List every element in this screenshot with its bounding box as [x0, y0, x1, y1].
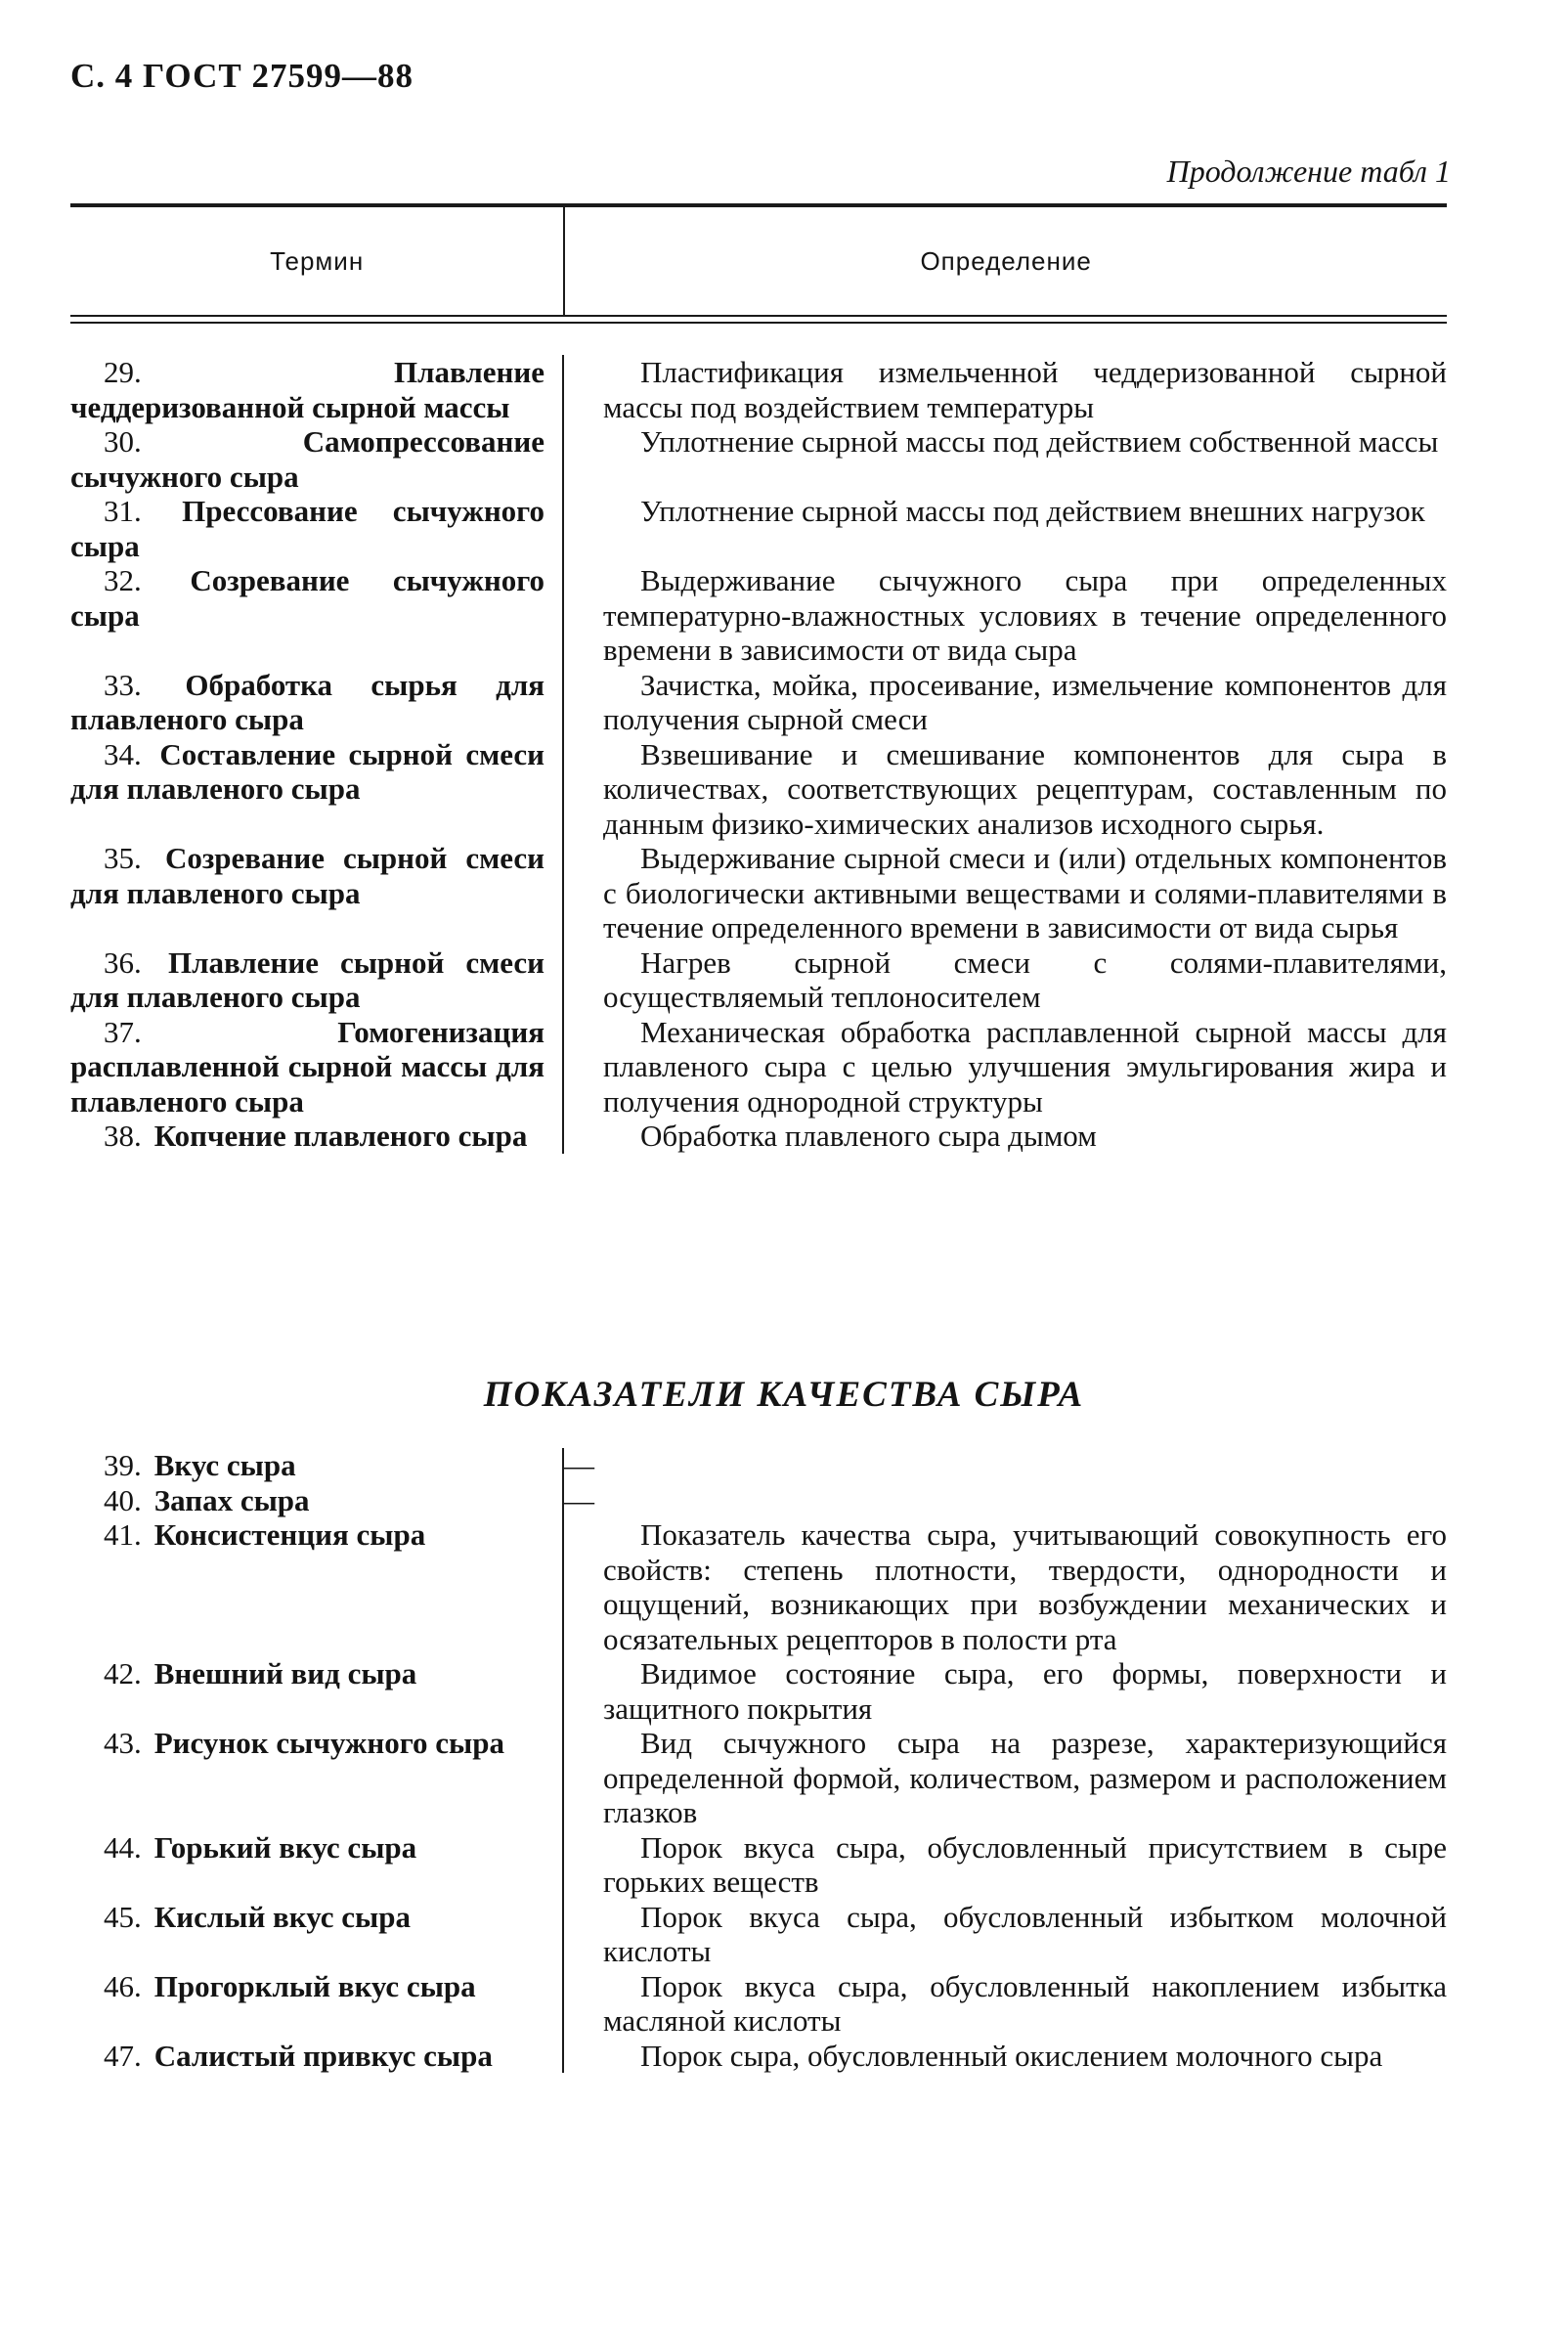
- term-cell: [70, 1517, 564, 1656]
- column-header-term: Термин: [70, 207, 565, 315]
- table-row: [70, 2039, 1447, 2074]
- term-text: Запах сыра: [153, 1482, 310, 1517]
- table-row: [70, 1726, 1447, 1830]
- term-cell: [70, 1830, 564, 1900]
- term-number: 44.: [104, 1829, 142, 1865]
- term-cell: [70, 1483, 564, 1518]
- definition-cell: Взвешивание и смешивание компонентов для сыра в количествах, соответствующих рецептурам, составленным по данным физико-химических анализов исходного сырья.: [603, 736, 1447, 841]
- term-text: Копчение плавленого сыра: [153, 1119, 528, 1153]
- term-cell: [70, 355, 564, 424]
- term-cell: [70, 1969, 564, 2039]
- table-continuation-label: Продолжение табл 1: [1166, 154, 1451, 189]
- term-number: 33.: [104, 667, 142, 702]
- term-cell: [70, 737, 564, 842]
- term-number: 39.: [104, 1448, 142, 1482]
- definition-cell: Уплотнение сырной массы под действием внешних нагрузок: [640, 494, 1425, 528]
- table-rows-part-1: [70, 324, 1447, 1154]
- definition-cell: Уплотнение сырной массы под действием собственной массы: [640, 424, 1439, 459]
- term-text: Кислый вкус сыра: [153, 1899, 411, 1934]
- table-row: [70, 1015, 1447, 1120]
- table-header-double-rule: [70, 315, 1447, 324]
- table-row: [70, 1483, 1447, 1518]
- definition-cell: Выдерживание сычужного сыра при определенных температурно-влажностных условиях в течение определенного времени в зависимости от вида сыра: [603, 563, 1447, 667]
- term-text: Прогорклый вкус сыра: [153, 1968, 476, 2003]
- definition-cell: Порок сыра, обусловленный окислением молочного сыра: [640, 2038, 1383, 2073]
- terms-table-part-1: [70, 203, 1447, 1154]
- term-cell: [70, 563, 564, 668]
- term-number: 41.: [104, 1517, 142, 1552]
- term-cell: [70, 424, 564, 494]
- term-number: 35.: [104, 841, 142, 875]
- definition-cell: Пластификация измельченной чеддеризованной сырной массы под воздействием температуры: [603, 355, 1447, 424]
- table-row: [70, 1830, 1447, 1900]
- term-text: Созревание сычужного сыра: [70, 563, 544, 633]
- term-number: 29.: [104, 355, 142, 389]
- term-cell: [70, 1119, 564, 1154]
- term-cell: [70, 1448, 564, 1483]
- term-number: 38.: [104, 1119, 142, 1153]
- definition-cell: —: [564, 1482, 594, 1517]
- term-cell: [70, 1900, 564, 1969]
- term-number: 36.: [104, 944, 142, 980]
- table-row: [70, 494, 1447, 563]
- term-text: Плавление чеддеризованной сырной массы: [70, 355, 544, 424]
- table-row: [70, 841, 1447, 945]
- definition-cell: Порок вкуса сыра, обусловленный накоплением избытка масляной кислоты: [603, 1968, 1447, 2038]
- section-title: ПОКАЗАТЕЛИ КАЧЕСТВА СЫРА: [483, 1375, 1085, 1415]
- term-cell: [70, 668, 564, 737]
- term-text: Внешний вид сыра: [153, 1656, 417, 1690]
- table-row: [70, 1969, 1447, 2039]
- table-row: [70, 737, 1447, 842]
- definition-cell: Порок вкуса сыра, обусловленный присутствием в сыре горьких веществ: [603, 1829, 1447, 1899]
- term-number: 42.: [104, 1656, 142, 1690]
- table-row: [70, 1448, 1447, 1483]
- table-row: [70, 1517, 1447, 1656]
- table-row: [70, 945, 1447, 1015]
- definition-cell: Порок вкуса сыра, обусловленный избытком молочной кислоты: [603, 1899, 1447, 1968]
- term-cell: [70, 2039, 564, 2074]
- definition-cell: Показатель качества сыра, учитывающий совокупность его свойств: степень плотности, твердости, однородности и ощущений, возникающих при возбуждении механических и осязательных рецепторов в полости рта: [603, 1517, 1447, 1656]
- table-row: [70, 1656, 1447, 1726]
- term-cell: [70, 494, 564, 563]
- term-number: 34.: [104, 736, 142, 771]
- terms-table-part-2: [70, 1442, 1447, 2073]
- term-text: Прессование сычужного сыра: [70, 494, 544, 563]
- term-cell: [70, 945, 564, 1015]
- term-number: 30.: [104, 424, 142, 459]
- term-text: Созревание сырной смеси для плавленого сыра: [70, 841, 544, 910]
- table-rows-part-2: [70, 1442, 1447, 2073]
- column-header-definition: Определение: [920, 245, 1092, 276]
- term-text: Вкус сыра: [153, 1448, 296, 1482]
- definition-cell: —: [564, 1448, 594, 1482]
- term-number: 31.: [104, 494, 142, 528]
- definition-cell: Обработка плавленого сыра дымом: [640, 1119, 1097, 1153]
- definition-cell: Видимое состояние сыра, его формы, поверхности и защитного покрытия: [603, 1656, 1447, 1726]
- term-number: 47.: [104, 2038, 142, 2073]
- table-header-row: [70, 207, 1447, 315]
- term-number: 45.: [104, 1899, 142, 1934]
- table-row: [70, 424, 1447, 494]
- table-row: [70, 668, 1447, 737]
- term-text: Самопрессование сычужного сыра: [70, 424, 544, 494]
- term-text: Плавление сырной смеси для плавленого сыра: [70, 944, 545, 1014]
- term-cell: [70, 1015, 564, 1120]
- definition-cell: Механическая обработка расплавленной сырной массы для плавленого сыра с целью улучшения эмульгирования жира и получения однородной структуры: [603, 1014, 1447, 1119]
- term-number: 32.: [104, 563, 142, 597]
- term-number: 46.: [104, 1968, 142, 2003]
- term-number: 37.: [104, 1014, 142, 1049]
- table-row: [70, 1119, 1447, 1154]
- definition-cell: Нагрев сырной смеси с солями-плавителями, осуществляемый теплоносителем: [603, 944, 1447, 1014]
- term-text: Салистый привкус сыра: [153, 2038, 493, 2073]
- term-text: Составление сырной смеси для плавленого сыра: [70, 736, 544, 806]
- definition-cell: Вид сычужного сыра на разрезе, характеризующийся определенной формой, количеством, размером и расположением глазков: [603, 1726, 1447, 1829]
- term-text: Гомогенизация расплавленной сырной массы для плавленого сыра: [70, 1014, 544, 1119]
- table-row: [70, 355, 1447, 424]
- page-header: С. 4 ГОСТ 27599—88: [70, 57, 414, 95]
- table-row: [70, 563, 1447, 668]
- term-text: Консистенция сыра: [153, 1517, 426, 1552]
- term-text: Горький вкус сыра: [153, 1829, 417, 1865]
- term-text: Рисунок сычужного сыра: [153, 1726, 505, 1760]
- term-cell: [70, 1726, 564, 1830]
- term-cell: [70, 841, 564, 945]
- definition-cell: Выдерживание сырной смеси и (или) отдельных компонентов с биологически активными веществами и солями-плавителями в течение определенного времени в зависимости от вида сырья: [603, 841, 1447, 944]
- term-number: 40.: [104, 1482, 142, 1517]
- term-text: Обработка сырья для плавленого сыра: [70, 667, 544, 736]
- term-cell: [70, 1656, 564, 1726]
- definition-cell: Зачистка, мойка, просеивание, измельчение компонентов для получения сырной смеси: [603, 667, 1447, 736]
- table-row: [70, 1900, 1447, 1969]
- term-number: 43.: [104, 1726, 142, 1760]
